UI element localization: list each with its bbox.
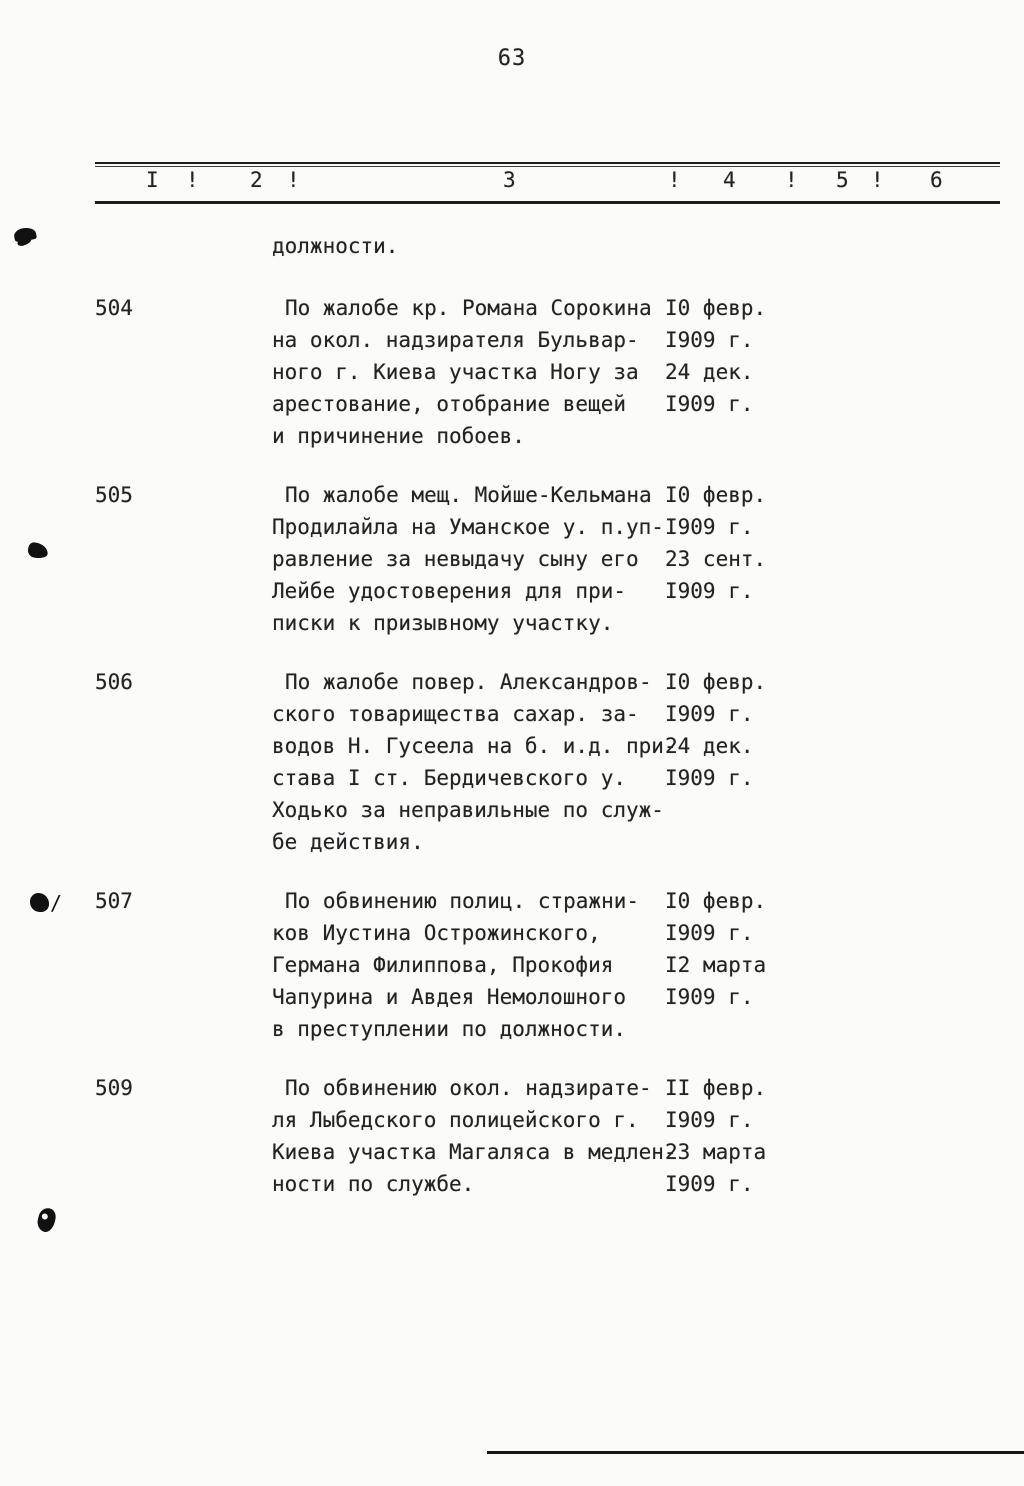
case-entry	[95, 1072, 1005, 1200]
entry-lines	[272, 1072, 1005, 1200]
entry-line	[272, 607, 1005, 639]
case-date-line: I909 г.	[665, 702, 754, 726]
case-entry	[95, 292, 1005, 452]
ink-blot	[30, 893, 49, 912]
column-separator: !	[186, 168, 199, 192]
entry-line	[272, 1013, 1005, 1045]
case-description-line: писки к призывному участку.	[272, 611, 614, 635]
case-date-line: I909 г.	[665, 921, 754, 945]
case-description-line: Германа Филиппова, Прокофия	[272, 953, 614, 977]
case-date-line	[665, 607, 1005, 639]
entry-line	[272, 388, 1005, 420]
column-header: 2	[250, 168, 263, 192]
case-date-line: II февр.	[665, 1076, 767, 1100]
case-date-line	[665, 826, 1005, 858]
case-entry	[95, 479, 1005, 639]
case-description-line: равление за невыдачу сыну его	[272, 547, 639, 571]
case-description-line: По жалобе кр. Романа Сорокина	[285, 296, 652, 320]
case-date-line: I2 марта	[665, 953, 767, 977]
case-number: 509	[95, 1076, 133, 1100]
case-description-line: По жалобе повер. Александров-	[285, 670, 652, 694]
entry-line	[272, 1168, 1005, 1200]
case-description-line: ского товарищества сахар. за-	[272, 702, 639, 726]
column-header: 4	[723, 168, 736, 192]
case-description-line: в преступлении по должности.	[272, 1017, 627, 1041]
case-date-line: I0 февр.	[665, 670, 767, 694]
case-date-line: I0 февр.	[665, 889, 767, 913]
entry-line	[272, 1136, 1005, 1168]
entry-line	[272, 981, 1005, 1013]
entry-line	[272, 420, 1005, 452]
entry-line	[272, 511, 1005, 543]
column-separator: !	[287, 168, 300, 192]
case-description-line: бе действия.	[272, 830, 424, 854]
entry-line	[272, 666, 1005, 698]
case-date-line: 24 дек.	[665, 734, 754, 758]
entry-lines	[272, 479, 1005, 639]
case-description-line: Ходько за неправильные по служ-	[272, 798, 664, 822]
page-number: 63	[497, 46, 527, 71]
entry-line	[272, 356, 1005, 388]
column-header: 6	[930, 168, 943, 192]
case-date-line: I909 г.	[665, 328, 754, 352]
case-description-line: на окол. надзирателя Бульвар-	[272, 328, 639, 352]
case-date-line: 24 дек.	[665, 360, 754, 384]
case-description-line: водов Н. Гусеела на б. и.д. при-	[272, 734, 677, 758]
entry-line	[272, 826, 1005, 858]
case-date-line: 23 марта	[665, 1140, 767, 1164]
case-date-line: I909 г.	[665, 985, 754, 1009]
case-description-line: ности по службе.	[272, 1172, 475, 1196]
entry-line	[272, 479, 1005, 511]
entry-line	[272, 1072, 1005, 1104]
case-date-line: I0 февр.	[665, 296, 767, 320]
case-description-line: Киева участка Магаляса в медлен-	[272, 1140, 677, 1164]
case-description-line: По обвинению полиц. стражни-	[285, 889, 640, 913]
table-top-rule	[95, 162, 1000, 167]
case-number: 504	[95, 296, 133, 320]
case-description-line: ков Иустина Острожинского,	[272, 921, 601, 945]
entry-line	[272, 762, 1005, 794]
case-entry	[95, 885, 1005, 1045]
table-header-rule	[95, 201, 1000, 204]
ink-blot	[35, 1206, 57, 1233]
entry-line	[272, 730, 1005, 762]
case-date-line: I909 г.	[665, 392, 754, 416]
entry-line	[272, 543, 1005, 575]
entry-line	[272, 885, 1005, 917]
case-number: 505	[95, 483, 133, 507]
case-description-line: ного г. Киева участка Ногу за	[272, 360, 639, 384]
case-date-line: I909 г.	[665, 515, 754, 539]
column-header: 3	[503, 168, 516, 192]
column-separator: !	[785, 168, 798, 192]
entry-line	[272, 698, 1005, 730]
case-description-line: ля Лыбедского полицейского г.	[272, 1108, 639, 1132]
ink-blot	[13, 226, 37, 243]
case-description-line: По обвинению окол. надзирате-	[285, 1076, 652, 1100]
case-date-line: I909 г.	[665, 579, 754, 603]
case-date-line	[665, 794, 1005, 826]
column-separator: !	[668, 168, 681, 192]
case-description-line: Лейбе удостоверения для при-	[272, 579, 627, 603]
case-date-line	[665, 420, 1005, 452]
entries	[95, 292, 1005, 1227]
continuation-line: должности.	[272, 234, 399, 258]
entry-line	[272, 324, 1005, 356]
case-description-line: и причинение побоев.	[272, 424, 525, 448]
bottom-page-rule	[487, 1451, 1024, 1454]
case-entry	[95, 666, 1005, 858]
ink-blot	[27, 542, 49, 560]
column-header: 5	[836, 168, 849, 192]
case-description-line: Продилайла на Уманское у. п.уп-	[272, 515, 664, 539]
column-header: I	[146, 168, 159, 192]
entry-line	[272, 794, 1005, 826]
case-date-line	[665, 1013, 1005, 1045]
entry-line	[272, 949, 1005, 981]
table-column-header-row	[0, 168, 1024, 198]
entry-line	[272, 575, 1005, 607]
case-description-line: По жалобе мещ. Мойше-Кельмана	[285, 483, 652, 507]
entry-lines	[272, 666, 1005, 858]
column-separator: !	[871, 168, 884, 192]
case-date-line: I909 г.	[665, 1108, 754, 1132]
case-number: 506	[95, 670, 133, 694]
case-date-line: I909 г.	[665, 1172, 754, 1196]
case-number: 507	[95, 889, 133, 913]
entry-lines	[272, 292, 1005, 452]
case-date-line: I909 г.	[665, 766, 754, 790]
case-date-line: 23 сент.	[665, 547, 767, 571]
entry-line	[272, 292, 1005, 324]
entry-lines	[272, 885, 1005, 1045]
case-date-line: I0 февр.	[665, 483, 767, 507]
entry-line	[272, 917, 1005, 949]
case-description-line: арестование, отобрание вещей	[272, 392, 627, 416]
entry-line	[272, 1104, 1005, 1136]
case-description-line: става I ст. Бердичевского у.	[272, 766, 627, 790]
case-description-line: Чапурина и Авдея Немолошного	[272, 985, 627, 1009]
